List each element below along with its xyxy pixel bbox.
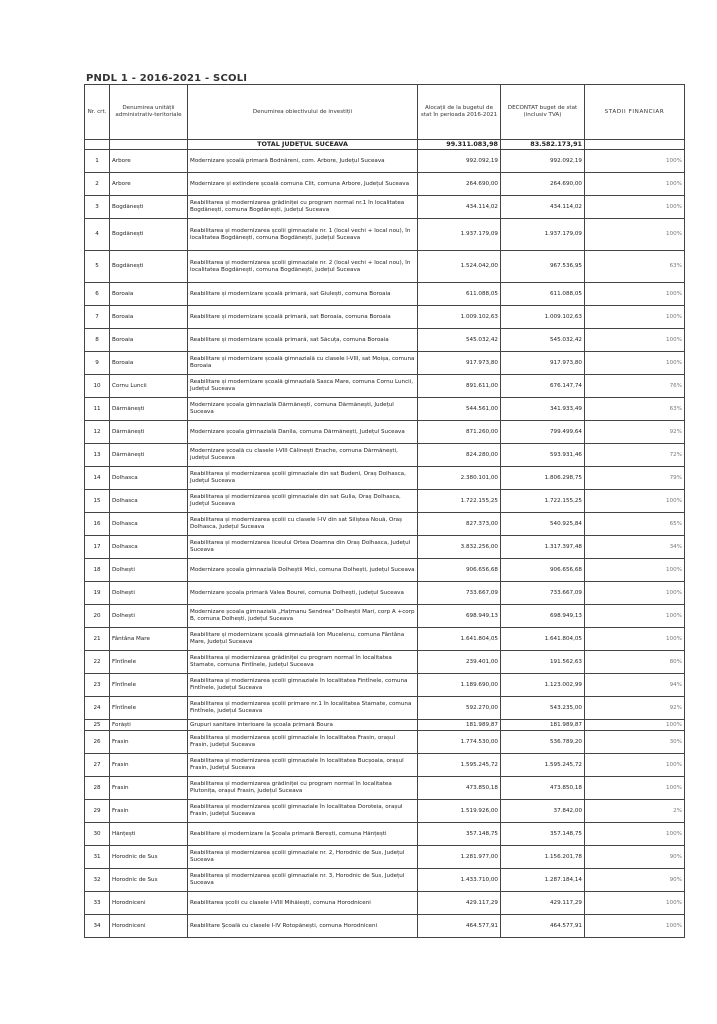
table-row (85, 605, 685, 628)
row-objective: Modernizare și extindere școală comuna Clit, comuna Arbore, Județul Suceava (188, 173, 418, 196)
row-settled: 1.806.298,75 (501, 467, 585, 490)
row-objective: Reabilitarea și modernizarea școlii gimnaziale în localitatea Bucșoaia, orașul Frasin, Județul Suceava (188, 754, 418, 777)
total-allocated: 99.311.083,98 (418, 140, 501, 150)
row-uat: Dolhești (110, 605, 188, 628)
row-status: 100% (585, 490, 685, 513)
row-uat: Frasin (110, 777, 188, 800)
table-header-row (85, 85, 685, 140)
row-number: 15 (85, 490, 110, 513)
row-number: 30 (85, 823, 110, 846)
row-status: 76% (585, 375, 685, 398)
row-allocated: 464.577,91 (418, 915, 501, 938)
table-row (85, 352, 685, 375)
row-settled: 1.287.184,14 (501, 869, 585, 892)
header-status: STADII FINANCIAR (585, 85, 685, 140)
row-objective: Grupuri sanitare interioare la școala primară Boura (188, 720, 418, 731)
row-number: 24 (85, 697, 110, 720)
row-number: 5 (85, 251, 110, 283)
row-settled: 357.148,75 (501, 823, 585, 846)
row-status: 100% (585, 582, 685, 605)
investments-table (84, 84, 685, 938)
table-row (85, 283, 685, 306)
row-status: 63% (585, 251, 685, 283)
row-status: 63% (585, 398, 685, 421)
row-uat: Boroaia (110, 352, 188, 375)
row-settled: 967.536,95 (501, 251, 585, 283)
row-number: 27 (85, 754, 110, 777)
row-objective: Reabilitarea și modernizarea școlii gimnaziale în localitatea Doroteia, orașul Frasin, județul Suceava (188, 800, 418, 823)
row-status: 100% (585, 352, 685, 375)
table-row (85, 892, 685, 915)
row-number: 32 (85, 869, 110, 892)
row-uat: Fântâna Mare (110, 628, 188, 651)
row-number: 12 (85, 421, 110, 444)
table-row (85, 674, 685, 697)
row-uat: Fîntînele (110, 674, 188, 697)
row-objective: Reabilitarea și modernizarea școlii gimnaziale nr. 3, Horodnic de Sus, Județul Suceava (188, 869, 418, 892)
row-allocated: 917.973,80 (418, 352, 501, 375)
row-objective: Reabilitarea și modernizarea liceului Ortea Doamna din Oraș Dolhasca, Județul Suceava (188, 536, 418, 559)
row-allocated: 473.850,18 (418, 777, 501, 800)
row-objective: Reabilitarea și modernizarea școlii gimnaziale din sat Gulia, Oraș Dolhasca, Județul Suceava (188, 490, 418, 513)
row-status: 94% (585, 674, 685, 697)
row-number: 34 (85, 915, 110, 938)
row-allocated: 3.832.256,00 (418, 536, 501, 559)
row-allocated: 1.722.155,25 (418, 490, 501, 513)
row-uat: Boroaia (110, 306, 188, 329)
table-row (85, 915, 685, 938)
row-settled: 799.499,64 (501, 421, 585, 444)
table-row (85, 697, 685, 720)
row-allocated: 1.433.710,00 (418, 869, 501, 892)
row-settled: 906.656,68 (501, 559, 585, 582)
row-uat: Dolhești (110, 582, 188, 605)
row-uat: Frasin (110, 800, 188, 823)
table-row (85, 754, 685, 777)
row-allocated: 611.088,05 (418, 283, 501, 306)
row-settled: 545.032,42 (501, 329, 585, 352)
row-objective: Reabilitare și modernizare școală gimnazială cu clasele I-VIII, sat Moișa, comuna Boroaia (188, 352, 418, 375)
row-status: 92% (585, 697, 685, 720)
row-uat: Fîntînele (110, 697, 188, 720)
row-settled: 264.690,00 (501, 173, 585, 196)
row-uat: Dolhești (110, 559, 188, 582)
header-settled: DECONTAT buget de stat (inclusiv TVA) (501, 85, 585, 140)
row-allocated: 1.281.977,00 (418, 846, 501, 869)
row-number: 16 (85, 513, 110, 536)
page-title: PNDL 1 - 2016-2021 - SCOLI (86, 73, 248, 84)
table-row (85, 731, 685, 754)
table-row (85, 777, 685, 800)
table-row (85, 869, 685, 892)
row-allocated: 1.595.245,72 (418, 754, 501, 777)
row-objective: Reabilitarea și modernizarea grădiniței cu program normal nr.1 în localitatea Bogdănești, comuna Bogdănești, județul Suceava (188, 196, 418, 219)
row-objective: Reabilitare și modernizare școală primară, sat Boroaia, comuna Boroaia (188, 306, 418, 329)
row-number: 2 (85, 173, 110, 196)
row-number: 31 (85, 846, 110, 869)
row-status: 92% (585, 421, 685, 444)
row-settled: 676.147,74 (501, 375, 585, 398)
row-objective: Modernizare școala gimnazială „Hațmanu Sendrea" Dolheștii Mari, corp A +corp B, comuna Dolhești, județul Suceava (188, 605, 418, 628)
row-status: 34% (585, 536, 685, 559)
row-uat: Arbore (110, 150, 188, 173)
row-number: 22 (85, 651, 110, 674)
row-uat: Cornu Luncii (110, 375, 188, 398)
row-settled: 611.088,05 (501, 283, 585, 306)
row-objective: Reabilitarea și modernizarea școlii gimnaziale nr. 2 (local vechi + local nou), în localitatea Bogdănești, comuna Bogdănești, județul Suceava (188, 251, 418, 283)
row-uat: Hănțești (110, 823, 188, 846)
row-uat: Frasin (110, 731, 188, 754)
row-settled: 473.850,18 (501, 777, 585, 800)
row-number: 4 (85, 219, 110, 251)
row-allocated: 1.937.179,09 (418, 219, 501, 251)
row-objective: Modernizare școala gimnazială Dolheștii Mici, comuna Dolhești, județul Suceava (188, 559, 418, 582)
row-objective: Reabilitarea școlii cu clasele I-VIII Mihăiești, comuna Horodniceni (188, 892, 418, 915)
row-number: 33 (85, 892, 110, 915)
row-objective: Reabilitarea și modernizarea școlii gimnaziale în localitatea Fintînele, comuna Fintînele, județul Suceava (188, 674, 418, 697)
row-number: 13 (85, 444, 110, 467)
row-status: 100% (585, 777, 685, 800)
row-uat: Horodniceni (110, 892, 188, 915)
row-settled: 1.317.397,48 (501, 536, 585, 559)
row-number: 17 (85, 536, 110, 559)
row-status: 72% (585, 444, 685, 467)
row-status: 100% (585, 173, 685, 196)
header-objective: Denumirea obiectivului de investiții (188, 85, 418, 140)
row-allocated: 1.009.102,63 (418, 306, 501, 329)
row-objective: Reabilitarea și modernizarea școlii gimnaziale nr. 1 (local vechi + local nou), în localitatea Bogdănești, comuna Bogdănești, județul Suceava (188, 219, 418, 251)
row-settled: 1.595.245,72 (501, 754, 585, 777)
table-row (85, 444, 685, 467)
table-row (85, 421, 685, 444)
row-number: 9 (85, 352, 110, 375)
table-row (85, 823, 685, 846)
row-status: 100% (585, 628, 685, 651)
header-uat: Denumirea unității administrativ-teritoriale (110, 85, 188, 140)
row-settled: 1.722.155,25 (501, 490, 585, 513)
row-objective: Reabilitare și modernizare la Școala primară Berești, comuna Hănțești (188, 823, 418, 846)
row-uat: Dolhasca (110, 467, 188, 490)
row-settled: 1.156.201,78 (501, 846, 585, 869)
row-objective: Modernizare școala gimnazială Danila, comuna Dărmănești, Județul Suceava (188, 421, 418, 444)
total-label: TOTAL JUDEȚUL SUCEAVA (188, 140, 418, 150)
row-objective: Modernizare școală primară Bodnăreni, com. Arbore, Județul Suceava (188, 150, 418, 173)
table-row (85, 628, 685, 651)
table-row (85, 251, 685, 283)
row-allocated: 824.280,00 (418, 444, 501, 467)
row-status: 100% (585, 283, 685, 306)
row-status: 100% (585, 892, 685, 915)
row-status: 100% (585, 823, 685, 846)
row-objective: Reabilitare și modernizare școală gimnazială Sasca Mare, comuna Cornu Luncii, Județul Suceava (188, 375, 418, 398)
row-allocated: 434.114,02 (418, 196, 501, 219)
table-row (85, 467, 685, 490)
row-allocated: 264.690,00 (418, 173, 501, 196)
row-settled: 434.114,02 (501, 196, 585, 219)
row-number: 8 (85, 329, 110, 352)
row-settled: 341.933,49 (501, 398, 585, 421)
table-row (85, 582, 685, 605)
row-allocated: 992.092,19 (418, 150, 501, 173)
row-number: 28 (85, 777, 110, 800)
row-number: 1 (85, 150, 110, 173)
row-status: 100% (585, 219, 685, 251)
row-number: 19 (85, 582, 110, 605)
row-status: 100% (585, 915, 685, 938)
row-objective: Modernizare școala gimnazială Dărmănești, comuna Dărmănești, Județul Suceava (188, 398, 418, 421)
row-allocated: 1.524.042,00 (418, 251, 501, 283)
row-uat: Horodnic de Sus (110, 846, 188, 869)
row-uat: Dărmănești (110, 398, 188, 421)
row-allocated: 891.611,00 (418, 375, 501, 398)
row-uat: Dărmănești (110, 421, 188, 444)
row-objective: Reabilitarea și modernizarea școlii primare nr.1 în localitatea Stamate, comuna Fintînele, județul Suceava (188, 697, 418, 720)
row-settled: 698.949,13 (501, 605, 585, 628)
row-uat: Bogdănești (110, 251, 188, 283)
row-settled: 917.973,80 (501, 352, 585, 375)
row-uat: Horodniceni (110, 915, 188, 938)
row-uat: Dolhasca (110, 536, 188, 559)
row-objective: Reabilitare Școală cu clasele I-IV Rotopănești, comuna Horodniceni (188, 915, 418, 938)
total-settled: 83.582.173,91 (501, 140, 585, 150)
total-row (85, 140, 685, 150)
row-number: 23 (85, 674, 110, 697)
row-settled: 543.235,00 (501, 697, 585, 720)
row-settled: 540.925,84 (501, 513, 585, 536)
row-status: 100% (585, 329, 685, 352)
row-status: 100% (585, 754, 685, 777)
row-uat: Boroaia (110, 283, 188, 306)
row-objective: Reabilitare și modernizare școală primară, sat Săcuța, comuna Boroaia (188, 329, 418, 352)
row-objective: Reabilitarea și modernizarea școlii cu clasele I-IV din sat Siliștea Nouă, Oraș Dolhasca, Județul Suceava (188, 513, 418, 536)
table-row (85, 329, 685, 352)
row-allocated: 2.380.101,00 (418, 467, 501, 490)
row-allocated: 239.401,00 (418, 651, 501, 674)
row-settled: 191.562,63 (501, 651, 585, 674)
row-number: 7 (85, 306, 110, 329)
row-number: 10 (85, 375, 110, 398)
row-status: 30% (585, 731, 685, 754)
row-objective: Reabilitarea și modernizarea școlii gimnaziale în localitatea Frasin, orașul Frasin, județul Suceava (188, 731, 418, 754)
row-settled: 429.117,29 (501, 892, 585, 915)
row-uat: Dolhasca (110, 490, 188, 513)
row-settled: 733.667,09 (501, 582, 585, 605)
row-settled: 37.842,00 (501, 800, 585, 823)
row-settled: 1.937.179,09 (501, 219, 585, 251)
row-settled: 1.641.804,05 (501, 628, 585, 651)
row-allocated: 429.117,29 (418, 892, 501, 915)
row-objective: Reabilitarea și modernizarea grădiniței cu program normal în localitatea Stamate, comuna Fintînele, județul Suceava (188, 651, 418, 674)
row-status: 90% (585, 869, 685, 892)
row-uat: Horodnic de Sus (110, 869, 188, 892)
row-number: 3 (85, 196, 110, 219)
row-number: 20 (85, 605, 110, 628)
row-status: 65% (585, 513, 685, 536)
row-uat: Arbore (110, 173, 188, 196)
row-number: 25 (85, 720, 110, 731)
row-objective: Reabilitare și modernizare școală gimnazială Ion Mucelenu, comuna Fântâna Mare, Județul Suceava (188, 628, 418, 651)
row-status: 100% (585, 196, 685, 219)
table-row (85, 306, 685, 329)
row-objective: Reabilitarea și modernizarea școlii gimnaziale nr. 2, Horodnic de Sus, Județul Suceava (188, 846, 418, 869)
table-row (85, 173, 685, 196)
row-uat: Boroaia (110, 329, 188, 352)
table-row (85, 651, 685, 674)
row-objective: Reabilitarea și modernizarea grădiniței cu program normal în localitatea Plutonița, orașul Frasin, județul Suceava (188, 777, 418, 800)
row-allocated: 592.270,00 (418, 697, 501, 720)
row-uat: Fîntînele (110, 651, 188, 674)
table-row (85, 375, 685, 398)
row-objective: Modernizare școală cu clasele I-VIII Călinești Enache, comuna Dărmănești, județul Suceava (188, 444, 418, 467)
row-objective: Modernizare școala primară Valea Bourei, comuna Dolhești, județul Suceava (188, 582, 418, 605)
row-uat: Dolhasca (110, 513, 188, 536)
row-allocated: 733.667,09 (418, 582, 501, 605)
table-row (85, 196, 685, 219)
row-settled: 464.577,91 (501, 915, 585, 938)
row-status: 100% (585, 720, 685, 731)
row-uat: Bogdănești (110, 196, 188, 219)
row-allocated: 906.656,68 (418, 559, 501, 582)
row-allocated: 1.189.690,00 (418, 674, 501, 697)
row-number: 21 (85, 628, 110, 651)
row-allocated: 827.373,00 (418, 513, 501, 536)
table-row (85, 800, 685, 823)
header-nr: Nr. crt. (85, 85, 110, 140)
row-status: 100% (585, 605, 685, 628)
row-status: 90% (585, 846, 685, 869)
row-settled: 1.123.002,99 (501, 674, 585, 697)
row-number: 14 (85, 467, 110, 490)
row-settled: 593.931,46 (501, 444, 585, 467)
row-allocated: 181.989,87 (418, 720, 501, 731)
table-row (85, 846, 685, 869)
row-allocated: 871.260,00 (418, 421, 501, 444)
row-status: 100% (585, 150, 685, 173)
table-row (85, 219, 685, 251)
row-status: 100% (585, 306, 685, 329)
table-row (85, 398, 685, 421)
row-number: 6 (85, 283, 110, 306)
header-allocated: Alocații de la bugetul de stat în perioada 2016-2021 (418, 85, 501, 140)
row-allocated: 698.949,13 (418, 605, 501, 628)
row-allocated: 544.561,00 (418, 398, 501, 421)
row-number: 11 (85, 398, 110, 421)
row-settled: 536.789,20 (501, 731, 585, 754)
table-row (85, 720, 685, 731)
row-settled: 1.009.102,63 (501, 306, 585, 329)
row-uat: Dărmănești (110, 444, 188, 467)
table-row (85, 536, 685, 559)
row-allocated: 1.641.804,05 (418, 628, 501, 651)
row-status: 100% (585, 559, 685, 582)
row-number: 18 (85, 559, 110, 582)
table-row (85, 559, 685, 582)
row-number: 26 (85, 731, 110, 754)
table-row (85, 513, 685, 536)
row-uat: Forăști (110, 720, 188, 731)
row-allocated: 1.774.530,00 (418, 731, 501, 754)
table-row (85, 150, 685, 173)
row-settled: 181.989,87 (501, 720, 585, 731)
row-status: 2% (585, 800, 685, 823)
row-allocated: 357.148,75 (418, 823, 501, 846)
row-uat: Frasin (110, 754, 188, 777)
row-objective: Reabilitarea și modernizarea școlii gimnaziale din sat Budeni, Oraș Dolhasca, Județul Suceava (188, 467, 418, 490)
row-uat: Bogdănești (110, 219, 188, 251)
row-allocated: 1.519.926,00 (418, 800, 501, 823)
row-status: 80% (585, 651, 685, 674)
row-number: 29 (85, 800, 110, 823)
row-settled: 992.092,19 (501, 150, 585, 173)
row-objective: Reabilitare și modernizare școală primară, sat Giulești, comuna Boroaia (188, 283, 418, 306)
table-row (85, 490, 685, 513)
row-allocated: 545.032,42 (418, 329, 501, 352)
row-status: 79% (585, 467, 685, 490)
